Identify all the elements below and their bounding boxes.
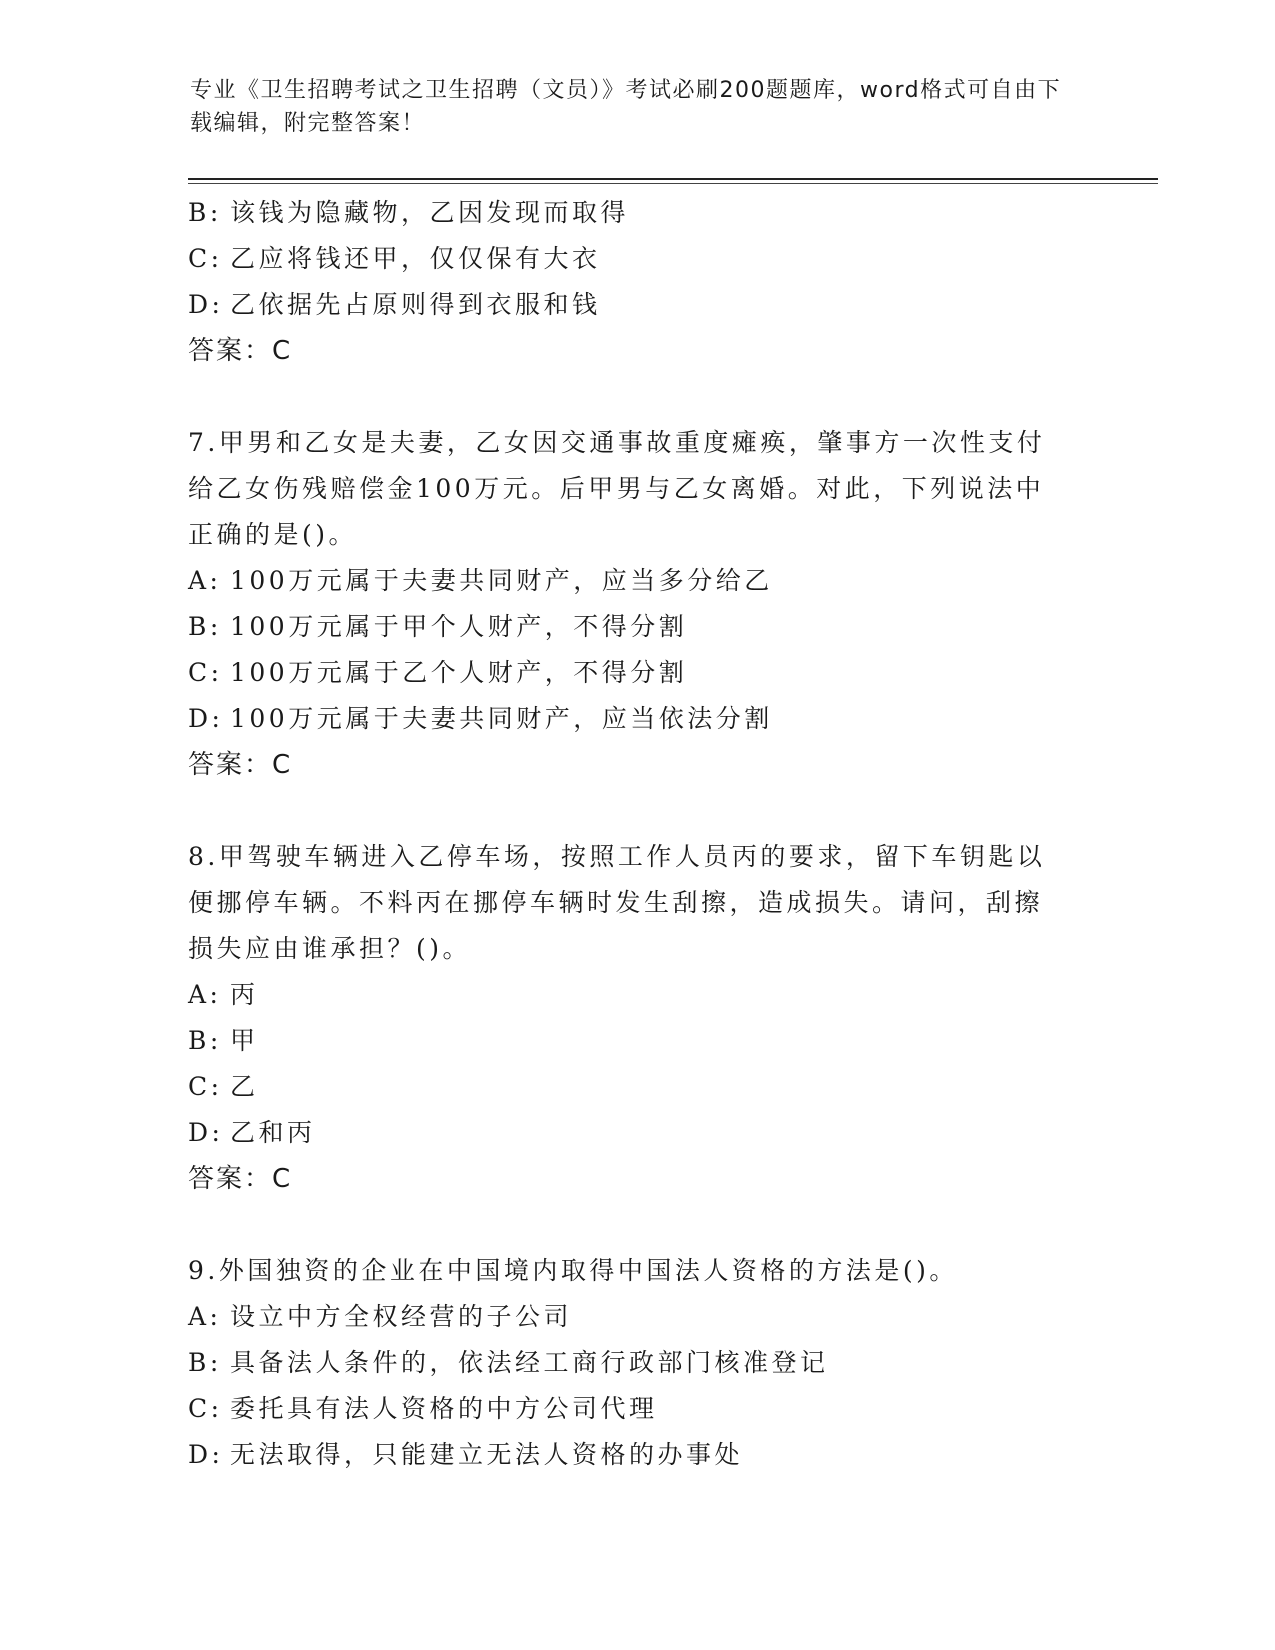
- option-b: [188, 1340, 1068, 1386]
- option-text: 设立中方全权经营的子公司: [230, 1302, 573, 1331]
- option-b: [188, 190, 1068, 236]
- option-a: [188, 558, 1068, 604]
- page-header: 专业《卫生招聘考试之卫生招聘（文员）》考试必刷200题题库，word格式可自由下载编辑，附完整答案！: [190, 78, 1062, 136]
- option-text: 具备法人条件的，依法经工商行政部门核准登记: [230, 1348, 829, 1377]
- option-text: 100万元属于乙个人财产，不得分割: [230, 658, 688, 687]
- option-d: [188, 696, 1068, 742]
- question-stem: 9.外国独资的企业在中国境内取得中国法人资格的方法是()。: [188, 1256, 958, 1285]
- option-key: B:: [188, 612, 222, 641]
- question-content: [188, 190, 1068, 1478]
- option-d: [188, 1432, 1068, 1478]
- answer-line: 答案：C: [188, 1164, 293, 1194]
- option-key: A:: [188, 566, 222, 595]
- question-8: [188, 834, 1068, 1202]
- option-c: [188, 1064, 1068, 1110]
- option-text: 100万元属于夫妻共同财产，应当多分给乙: [230, 566, 773, 595]
- answer-line: 答案：C: [188, 336, 293, 366]
- option-text: 甲: [230, 1026, 259, 1055]
- option-key: C:: [188, 658, 223, 687]
- option-text: 乙: [230, 1072, 259, 1101]
- option-key: C:: [188, 1072, 223, 1101]
- answer-line: 答案：C: [188, 750, 293, 780]
- option-d: [188, 282, 1068, 328]
- option-key: D:: [188, 290, 224, 319]
- option-key: D:: [188, 704, 224, 733]
- spacer: [188, 374, 1068, 420]
- option-text: 乙和丙: [230, 1118, 316, 1147]
- option-key: B:: [188, 198, 222, 227]
- header-rule-thick: [188, 178, 1158, 180]
- option-text: 该钱为隐藏物，乙因发现而取得: [230, 198, 630, 227]
- option-b: [188, 1018, 1068, 1064]
- option-text: 无法取得，只能建立无法人资格的办事处: [230, 1440, 744, 1469]
- option-c: [188, 650, 1068, 696]
- question-9: [188, 1248, 1068, 1478]
- option-key: A:: [188, 1302, 222, 1331]
- spacer: [188, 788, 1068, 834]
- header-rule-thin: [188, 183, 1158, 184]
- question-stem: 8.甲驾驶车辆进入乙停车场，按照工作人员丙的要求，留下车钥匙以便挪停车辆。不料丙在挪停车辆时发生刮擦，造成损失。请问，刮擦损失应由谁承担？()。: [188, 842, 1046, 963]
- partial-question: [188, 190, 1068, 374]
- option-text: 乙应将钱还甲，仅仅保有大衣: [230, 244, 601, 273]
- option-text: 100万元属于甲个人财产，不得分割: [230, 612, 688, 641]
- option-text: 乙依据先占原则得到衣服和钱: [230, 290, 601, 319]
- option-text: 委托具有法人资格的中方公司代理: [230, 1394, 658, 1423]
- option-key: B:: [188, 1348, 222, 1377]
- option-text: 100万元属于夫妻共同财产，应当依法分割: [230, 704, 773, 733]
- option-text: 丙: [230, 980, 259, 1009]
- option-a: [188, 1294, 1068, 1340]
- option-key: A:: [188, 980, 222, 1009]
- option-d: [188, 1110, 1068, 1156]
- question-stem: 7.甲男和乙女是夫妻，乙女因交通事故重度瘫痪，肇事方一次性支付给乙女伤残赔偿金100万元。后甲男与乙女离婚。对此，下列说法中正确的是()。: [188, 428, 1046, 549]
- option-key: D:: [188, 1440, 224, 1469]
- option-c: [188, 236, 1068, 282]
- option-key: B:: [188, 1026, 222, 1055]
- option-c: [188, 1386, 1068, 1432]
- option-a: [188, 972, 1068, 1018]
- spacer: [188, 1202, 1068, 1248]
- option-key: C:: [188, 244, 223, 273]
- option-b: [188, 604, 1068, 650]
- question-7: [188, 420, 1068, 788]
- option-key: D:: [188, 1118, 224, 1147]
- option-key: C:: [188, 1394, 223, 1423]
